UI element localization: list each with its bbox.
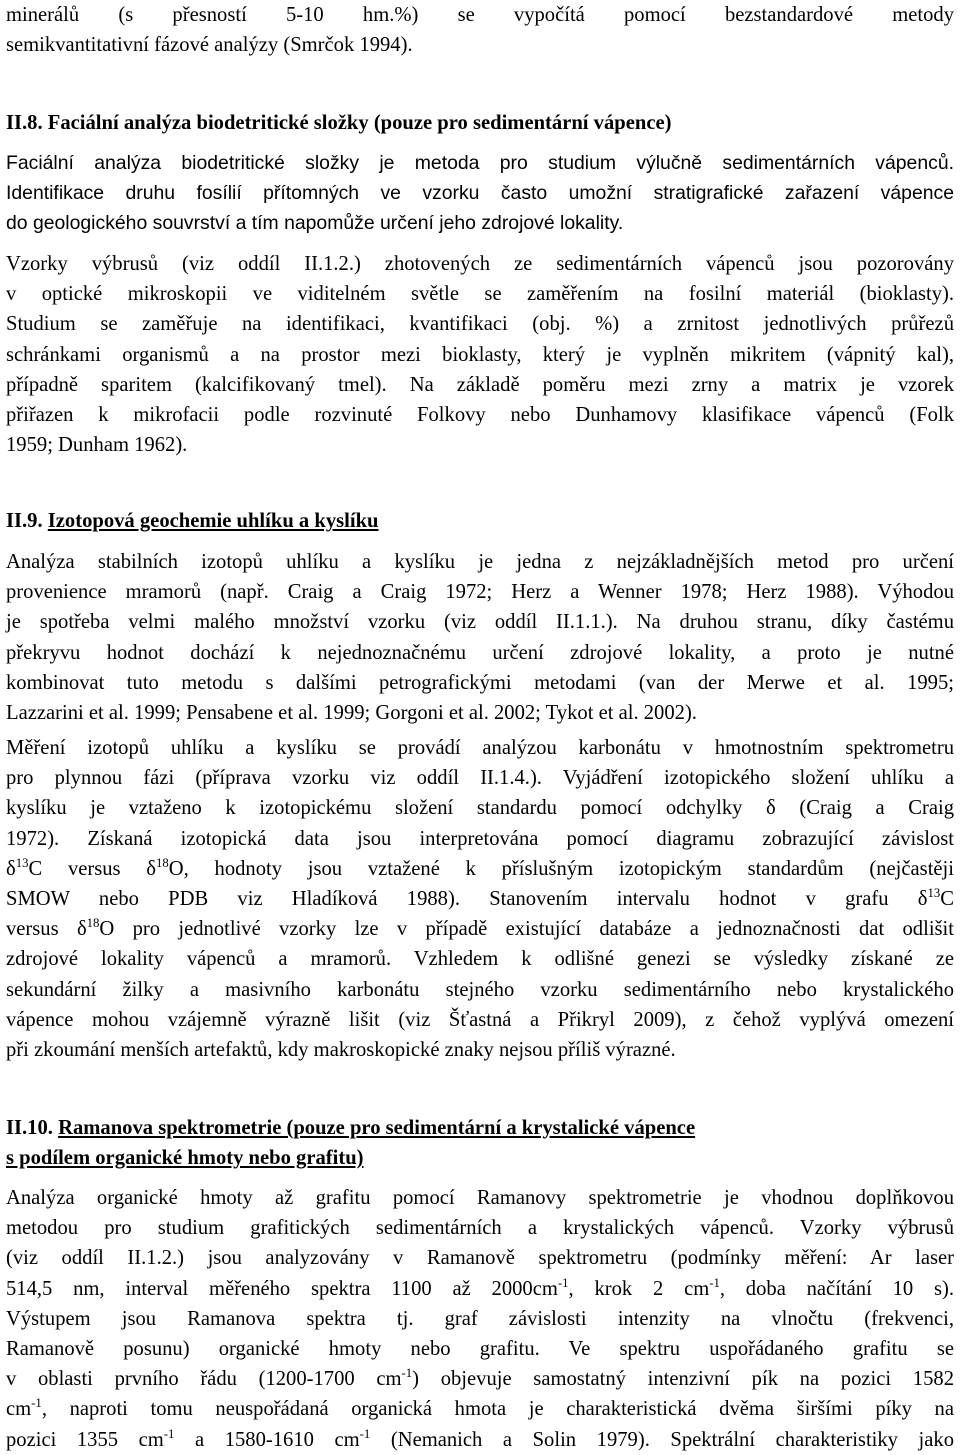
text-line: semikvantitativní fázové analýzy (Smrčok 1994).	[6, 34, 413, 57]
text-line: do geologického souvrství a tím napomůže určení jeho zdrojové lokality.	[6, 212, 624, 235]
superscript: -1	[709, 1275, 720, 1290]
text-line: kyslíku je vztaženo k izotopickému složení standardu pomocí odchylky δ (Craig a Craig	[6, 797, 954, 820]
text-line	[6, 854, 954, 884]
section-heading-ii-9	[6, 506, 378, 536]
text-line: provenience mramorů (např. Craig a Craig 1972; Herz a Wenner 1978; Herz 1988). Výhodou	[6, 581, 954, 604]
text-run: ) objevuje samostatný intenzivní pík na pozici 1582	[412, 1368, 954, 1391]
text-line: Analýza stabilních izotopů uhlíku a kyslíku je jedna z nejzákladnějších metod pro určení	[6, 551, 954, 573]
section-ii-8-paragraph-2	[6, 249, 954, 460]
text-run: a 1580-1610 cm	[174, 1428, 360, 1451]
superscript: 18	[156, 855, 169, 870]
superscript: -1	[557, 1275, 569, 1290]
section-title: Ramanova spektrometrie (pouze pro sedimentární a krystalické vápence	[58, 1117, 696, 1139]
text-line: Měření izotopů uhlíku a kyslíku se provádí analýzou karbonátu v hmotnostním spektrometru	[6, 737, 954, 759]
section-heading-ii-10	[6, 1113, 695, 1173]
text-line: minerálů (s přesností 5-10 hm.%) se vypočítá pomocí bezstandardové metody	[6, 4, 954, 26]
section-ii-9-paragraph-1	[6, 547, 954, 728]
text-run: pozici 1355 cm	[6, 1428, 164, 1451]
text-line	[6, 914, 954, 944]
text-run: , krok 2 cm	[568, 1277, 710, 1300]
text-run: SMOW nebo PDB viz Hladíková 1988). Stanovením intervalu hodnot v grafu δ	[6, 887, 928, 910]
text-line	[6, 1425, 954, 1455]
text-line: přiřazen k mikrofacii podle rozvinuté Folkovy nebo Dunhamovy klasifikace vápenců (Folk	[6, 403, 954, 426]
text-line: je spotřeba velmi malého množství vzorku (viz oddíl II.1.1.). Na druhou stranu, díky častému	[6, 611, 954, 634]
text-line: pro plynnou fázi (příprava vzorku viz oddíl II.1.4.). Vyjádření izotopického složení uhlíku a	[6, 767, 954, 790]
superscript: -1	[359, 1426, 371, 1441]
text-run: cm	[6, 1398, 32, 1421]
text-line: překryvu hodnot dochází k nejednoznačnému určení zdrojové lokality, a proto je nutné	[6, 641, 954, 664]
text-run: v oblasti prvního řádu (1200-1700 cm	[6, 1368, 402, 1391]
text-line	[6, 1274, 954, 1304]
text-line: Identifikace druhu fosílií přítomných ve vzorku často umožní stratigrafické zařazení vápence	[6, 182, 954, 205]
text-line	[6, 1394, 954, 1424]
superscript: -1	[31, 1396, 42, 1411]
section-number: II.9.	[6, 510, 43, 532]
text-line	[6, 1364, 954, 1394]
superscript: -1	[163, 1426, 175, 1441]
text-line: v optické mikroskopii ve viditelném světle se zaměřením na fosilní materiál (bioklasty).	[6, 283, 954, 306]
text-run: versus δ	[6, 918, 87, 941]
text-line: Studium se zaměřuje na identifikaci, kvantifikaci (obj. %) a zrnitost jednotlivých průřezů	[6, 313, 954, 336]
text-run: , naproti tomu neuspořádaná organická hmota je charakteristická dvěma širšími píky na	[41, 1398, 954, 1421]
intro-paragraph	[6, 0, 954, 60]
section-ii-9-paragraph-2	[6, 733, 954, 1065]
section-title-continued: s podílem organické hmoty nebo grafitu)	[6, 1147, 364, 1170]
text-line: kombinovat tuto metodu s dalšími petrografickými metodami (van der Merwe et al. 1995;	[6, 671, 954, 694]
text-line: (viz oddíl II.1.2.) jsou analyzovány v Ramanově spektrometru (podmínky měření: Ar laser	[6, 1247, 954, 1270]
delta-symbol: δ	[6, 857, 16, 880]
superscript: 13	[927, 886, 941, 901]
text-run: 514,5 nm, interval měřeného spektra 1100 až 2000cm	[6, 1277, 558, 1300]
superscript: -1	[401, 1366, 413, 1381]
text-line: 1972). Získaná izotopická data jsou interpretována pomocí diagramu zobrazující závislost	[6, 827, 954, 850]
text-run: O, hodnoty jsou vztažené k příslušným izotopickým standardům (nejčastěji	[168, 857, 954, 880]
text-line: Analýza organické hmoty až grafitu pomocí Ramanovy spektrometrie je vhodnou doplňkovou	[6, 1187, 954, 1209]
text-run: C versus δ	[28, 857, 157, 880]
text-run: (Nemanich a Solin 1979). Spektrální charakteristiky jako	[370, 1428, 954, 1451]
text-line: zdrojové lokality vápenců a mramorů. Vzhledem k odlišné genezi se výsledky získané ze	[6, 948, 954, 971]
section-heading-ii-8	[6, 108, 671, 138]
text-line: Ramanově posunu) organické hmoty nebo grafitu. Ve spektru uspořádaného grafitu se	[6, 1337, 954, 1360]
text-line: sekundární žilky a masivního karbonátu stejného vzorku sedimentárního nebo krystalického	[6, 978, 954, 1001]
text-run: , doba načítání 10 s).	[719, 1277, 954, 1300]
superscript: 13	[15, 855, 29, 870]
text-line: při zkoumání menších artefaktů, kdy makroskopické znaky nejsou příliš výrazné.	[6, 1038, 676, 1061]
section-ii-10-paragraph-1	[6, 1183, 954, 1455]
section-ii-8-paragraph-1	[6, 148, 954, 239]
superscript: 18	[86, 916, 100, 931]
text-run: C	[940, 887, 954, 910]
text-line: Vzorky výbrusů (viz oddíl II.1.2.) zhotovených ze sedimentárních vápenců jsou pozorovány	[6, 253, 954, 275]
section-title: Izotopová geochemie uhlíku a kyslíku	[47, 510, 379, 532]
text-line: schránkami organismů a na prostor mezi bioklasty, který je vyplněn mikritem (vápnitý kal),	[6, 343, 954, 366]
text-line: případně sparitem (kalcifikovaný tmel). Na základě poměru mezi zrny a matrix je vzorek	[6, 373, 954, 396]
text-line: Faciální analýza biodetritické složky je metoda pro studium výlučně sedimentárních vápenců.	[6, 152, 954, 174]
text-line: Výstupem jsou Ramanova spektra tj. graf závislosti intenzity na vlnočtu (frekvenci,	[6, 1307, 954, 1330]
text-run: O pro jednotlivé vzorky lze v případě existující databáze a jednoznačnosti dat odlišit	[99, 918, 954, 941]
text-line	[6, 884, 954, 914]
text-line: Lazzarini et al. 1999; Pensabene et al. 1999; Gorgoni et al. 2002; Tykot et al. 2002).	[6, 701, 697, 724]
text-line: vápence mohou vzájemně výrazně lišit (viz Šťastná a Přikryl 2009), z čehož vyplývá omezení	[6, 1008, 954, 1031]
section-heading-text: II.8. Faciální analýza biodetritické složky (pouze pro sedimentární vápence)	[6, 112, 672, 134]
section-number: II.10.	[6, 1117, 53, 1139]
text-line: metodou pro studium grafitických sedimentárních a krystalických vápenců. Vzorky výbrusů	[6, 1217, 954, 1240]
text-line: 1959; Dunham 1962).	[6, 434, 188, 457]
